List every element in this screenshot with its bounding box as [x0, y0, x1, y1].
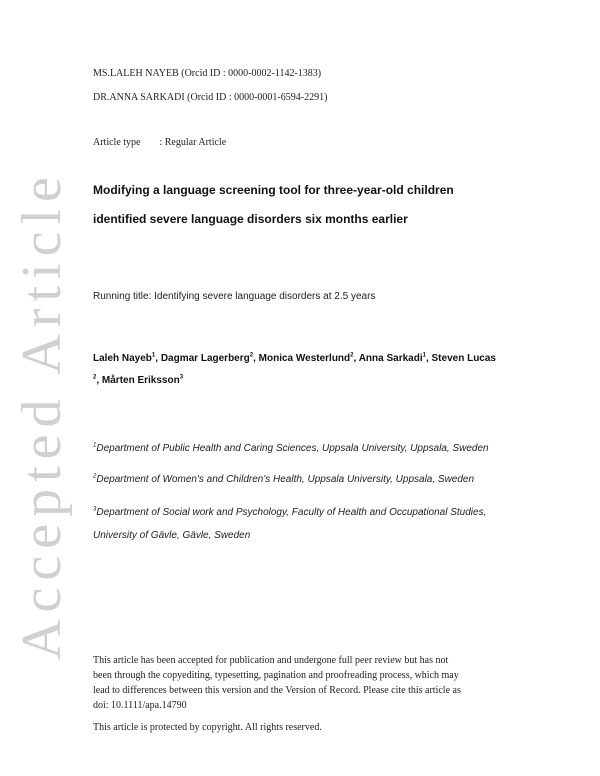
- notice-doi-line: doi: 10.1111/apa.14790: [93, 700, 187, 711]
- author-name: Monica Westerlund: [258, 353, 351, 364]
- correspondent-2: DR.ANNA SARKADI (Orcid ID : 0000-0001-6594-2291): [93, 92, 328, 103]
- author-list: Laleh Nayeb$^1$, Dagmar Lagerberg$^2$, Monica Westerlund$^2$, Anna Sarkadi$^1$, Steven Lucas: [93, 352, 496, 364]
- notice-line: lead to differences between this version and the Version of Record. Please cite this article as: [93, 685, 461, 696]
- author-affiliation-mark: 3: [179, 374, 184, 381]
- author-name: Anna Sarkadi: [358, 353, 423, 364]
- article-title-line-2: identified severe language disorders six months earlier: [93, 212, 408, 226]
- author-affiliation-mark: 2: [93, 374, 97, 381]
- affiliation-2: [93, 474, 474, 485]
- running-title: Running title: Identifying severe language disorders at 2.5 years: [93, 291, 376, 302]
- affiliation-number: 3: [93, 506, 97, 513]
- author-list-cont: $^2$, Mårten Eriksson$^3$: [93, 374, 184, 386]
- accepted-article-watermark: Accepted Article: [11, 170, 73, 660]
- notice-line: This article has been accepted for publication and undergone full peer review but has not: [93, 655, 449, 666]
- affiliation-text: Department of Public Health and Caring Sciences, Uppsala University, Uppsala, Sweden: [96, 443, 489, 454]
- article-title-line-1: Modifying a language screening tool for three-year-old children: [93, 183, 454, 197]
- affiliation-3-line-2: University of Gävle, Gävle, Sweden: [93, 530, 251, 541]
- article-type-label: Article type: [93, 137, 141, 148]
- affiliation-text: Department of Social work and Psychology, Faculty of Health and Occupational Studies,: [96, 507, 487, 518]
- affiliation-number: 2: [93, 473, 97, 480]
- author-name: Steven Lucas: [431, 353, 496, 364]
- affiliation-1: [93, 443, 489, 454]
- copyright-notice: This article is protected by copyright. All rights reserved.: [93, 722, 322, 733]
- author-name: Dagmar Lagerberg: [160, 353, 250, 364]
- affiliation-text: Department of Women's and Children's Health, Uppsala University, Uppsala, Sweden: [96, 474, 475, 485]
- article-type-value: : Regular Article: [159, 137, 227, 148]
- affiliation-number: 1: [93, 442, 97, 449]
- article-type: [93, 137, 226, 148]
- author-name: Laleh Nayeb: [93, 353, 152, 364]
- author-affiliation-mark: 2: [249, 352, 254, 359]
- correspondent-1: MS.LALEH NAYEB (Orcid ID : 0000-0002-1142-1383): [93, 68, 322, 79]
- author-affiliation-mark: 2: [350, 352, 354, 359]
- author-name: Mårten Eriksson: [101, 375, 180, 386]
- acceptance-notice: [93, 653, 513, 713]
- affiliation-3: [93, 507, 486, 518]
- author-affiliation-mark: 1: [151, 352, 156, 359]
- notice-line: been through the copyediting, typesetting, pagination and proofreading process, which may: [93, 670, 459, 681]
- author-affiliation-mark: 1: [422, 352, 426, 359]
